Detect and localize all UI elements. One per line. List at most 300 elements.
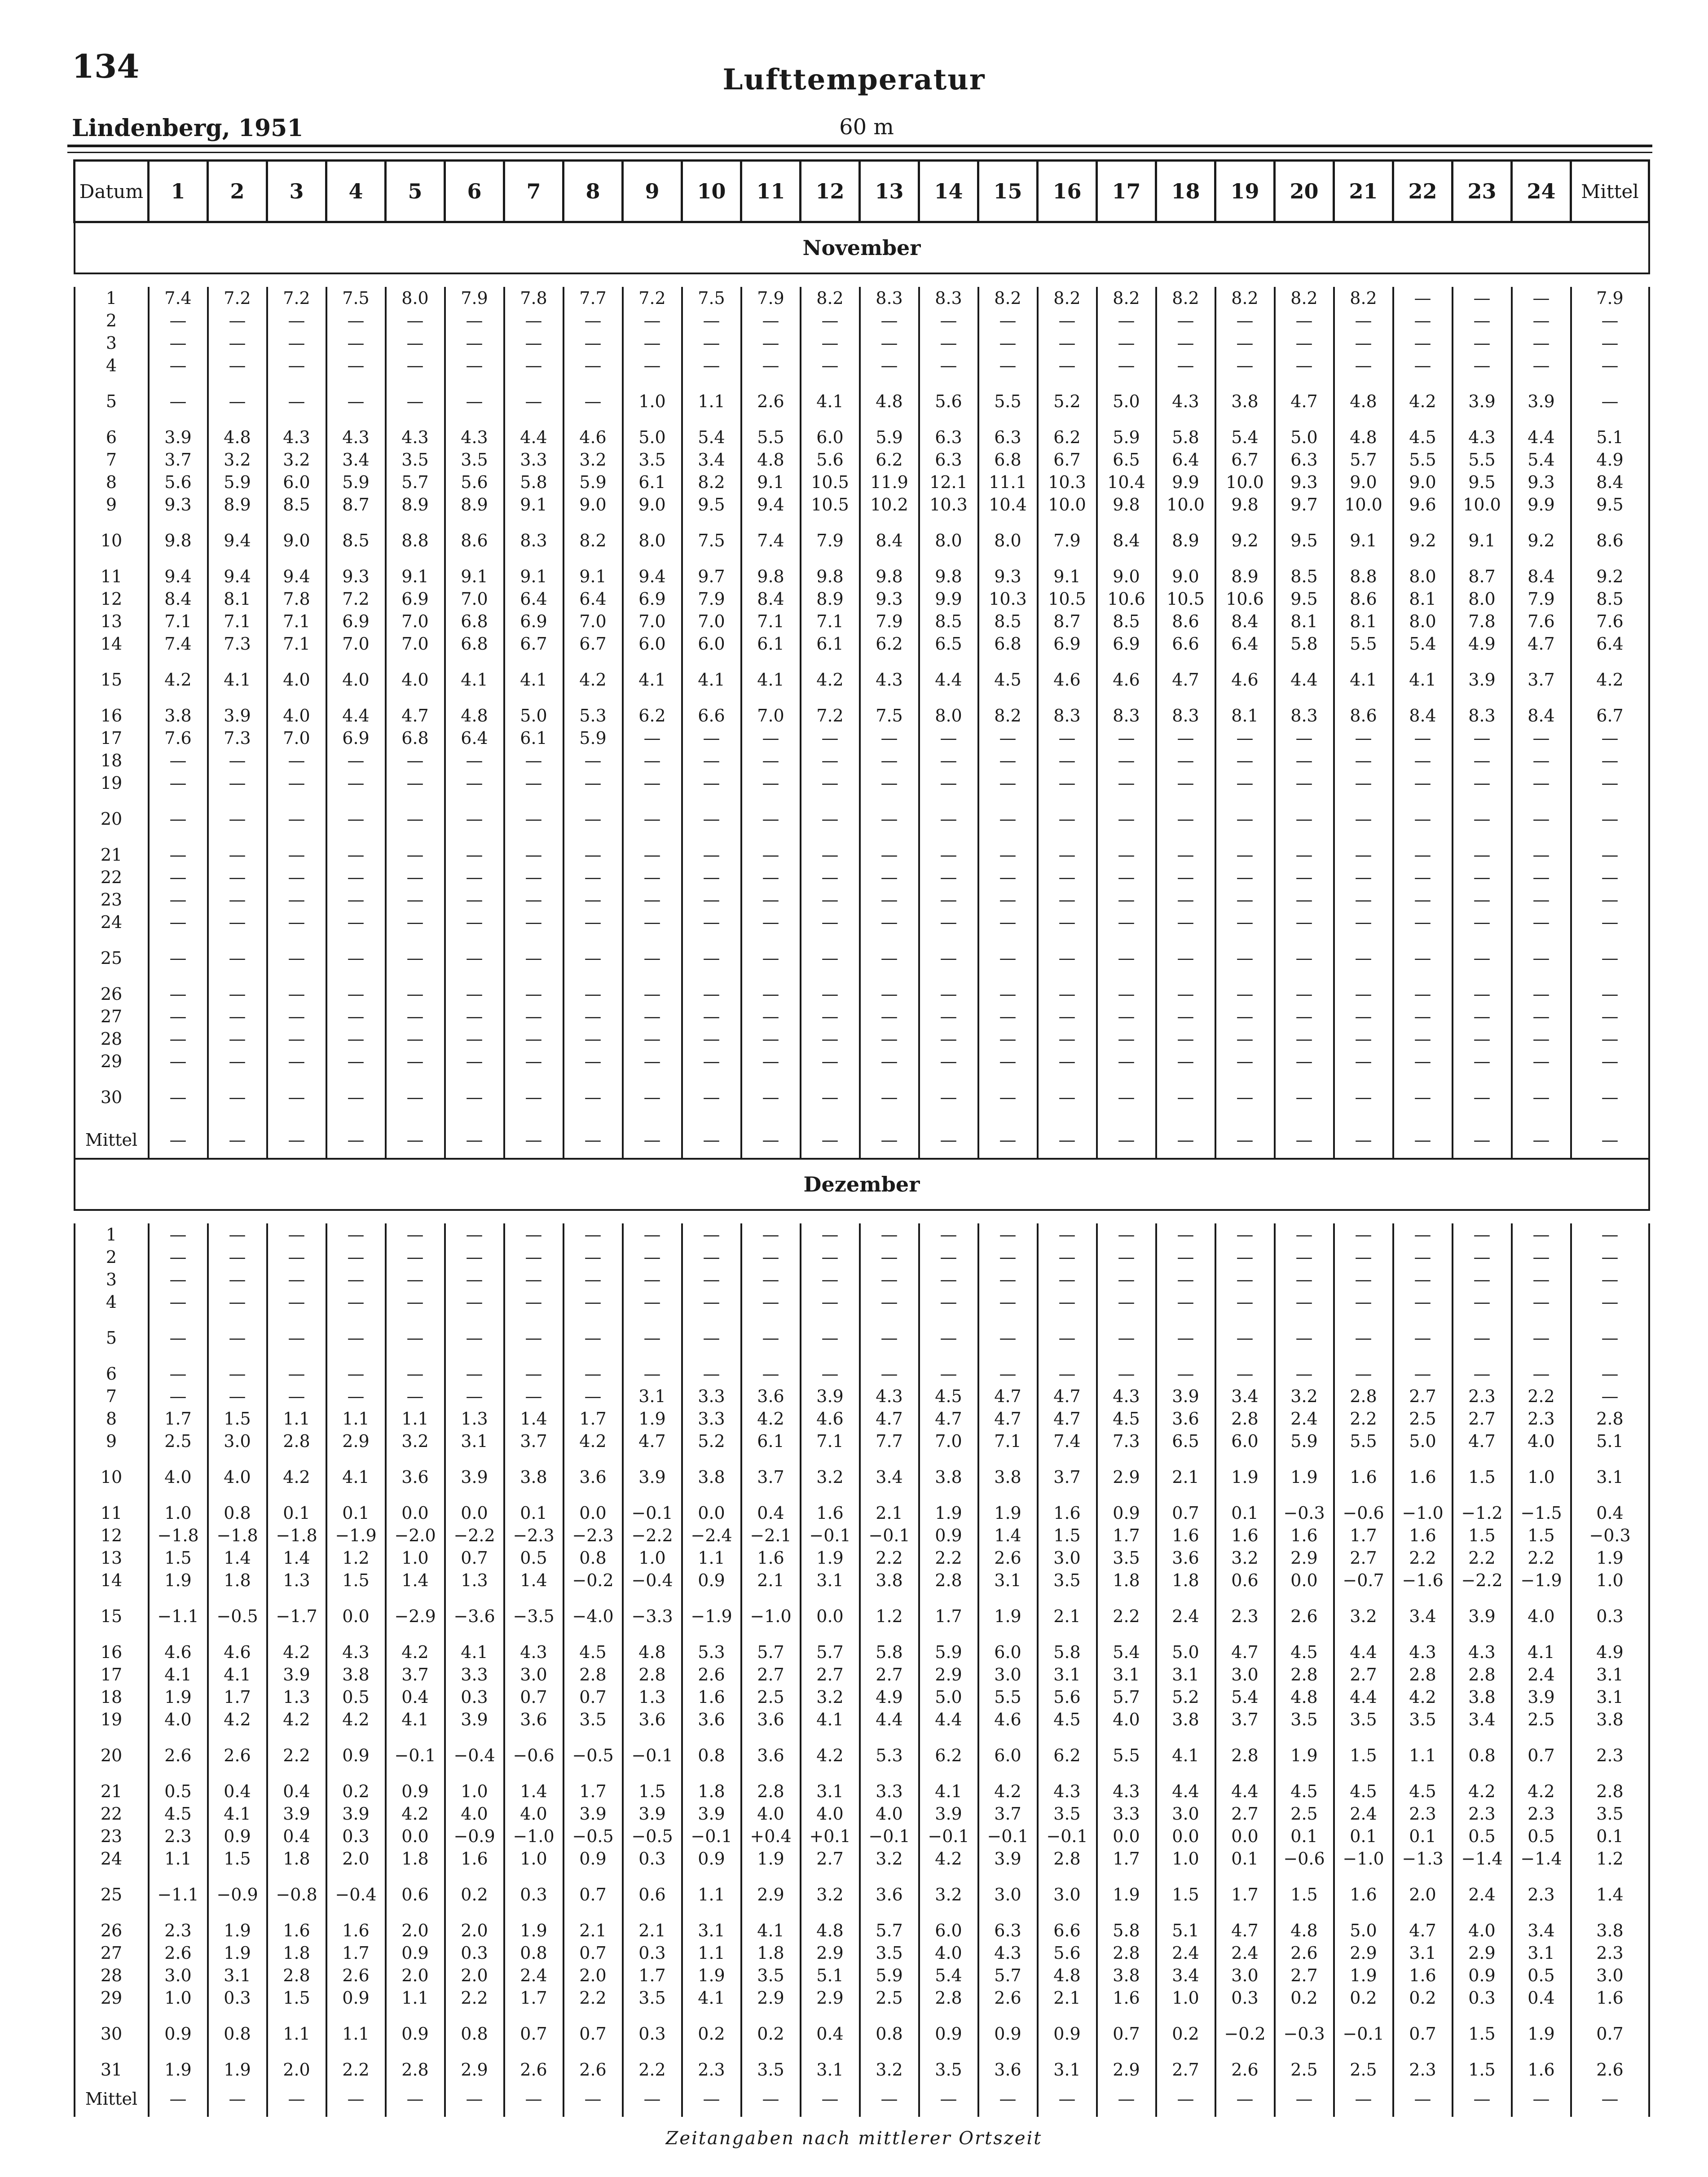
- temperature-cell: 1.3: [445, 1569, 504, 1592]
- station-name: Lindenberg, 1951: [72, 114, 304, 142]
- temperature-cell: −0.6: [1334, 1502, 1393, 1524]
- temperature-cell: 9.4: [623, 565, 682, 588]
- temperature-cell: 4.5: [1275, 1641, 1334, 1663]
- temperature-cell: —: [1334, 888, 1393, 911]
- temperature-cell: 0.6: [386, 1870, 445, 1919]
- temperature-cell: —: [978, 309, 1038, 332]
- temperature-cell: 4.7: [978, 1385, 1038, 1407]
- daily-mean-cell: 2.3: [1571, 1731, 1649, 1780]
- temperature-cell: 4.0: [801, 1803, 860, 1825]
- spacer-cell: [75, 273, 1649, 287]
- temperature-cell: 1.0: [623, 377, 682, 426]
- temperature-cell: —: [1393, 844, 1453, 866]
- temperature-cell: —: [1512, 1268, 1571, 1291]
- temperature-cell: 2.8: [267, 1964, 326, 1987]
- temperature-cell: —: [741, 1050, 801, 1073]
- temperature-cell: 5.5: [978, 377, 1038, 426]
- temperature-cell: —: [563, 844, 623, 866]
- temperature-cell: 2.2: [623, 2058, 682, 2081]
- temperature-cell: 3.4: [1453, 1708, 1512, 1731]
- hourly-mean-cell: —: [978, 2081, 1038, 2117]
- temperature-cell: 4.7: [1038, 1407, 1097, 1430]
- temperature-cell: —: [1275, 911, 1334, 933]
- temperature-cell: 4.5: [1334, 1780, 1393, 1803]
- temperature-cell: —: [208, 1223, 267, 1246]
- temperature-cell: 5.0: [1275, 426, 1334, 449]
- temperature-cell: 4.3: [1097, 1780, 1156, 1803]
- date-cell: 8: [75, 471, 149, 493]
- temperature-cell: —: [1512, 1313, 1571, 1363]
- temperature-cell: +0.4: [741, 1825, 801, 1847]
- temperature-cell: 5.9: [860, 1964, 919, 1987]
- temperature-cell: 3.1: [1038, 1663, 1097, 1686]
- temperature-cell: 3.9: [1453, 1592, 1512, 1641]
- temperature-cell: 7.9: [682, 588, 741, 610]
- daily-mean-cell: —: [1571, 1073, 1649, 1122]
- temperature-cell: 0.2: [445, 1870, 504, 1919]
- temperature-cell: —: [682, 727, 741, 749]
- temperature-cell: 9.3: [978, 565, 1038, 588]
- temperature-cell: 6.0: [682, 633, 741, 655]
- temperature-cell: —: [741, 866, 801, 888]
- temperature-cell: 2.6: [563, 2058, 623, 2081]
- temperature-cell: —: [1097, 1050, 1156, 1073]
- temperature-cell: 2.7: [1156, 2058, 1215, 2081]
- temperature-cell: 1.6: [1097, 1987, 1156, 2009]
- temperature-cell: 8.5: [267, 493, 326, 516]
- temperature-cell: —: [1275, 844, 1334, 866]
- temperature-cell: 8.9: [801, 588, 860, 610]
- temperature-cell: —: [801, 1291, 860, 1313]
- temperature-cell: 3.5: [445, 449, 504, 471]
- temperature-cell: 7.1: [267, 610, 326, 633]
- temperature-cell: 3.9: [1156, 1385, 1215, 1407]
- date-cell: 26: [75, 983, 149, 1005]
- daily-mean-cell: 4.9: [1571, 1641, 1649, 1663]
- temperature-cell: 4.1: [1334, 655, 1393, 704]
- temperature-cell: —: [326, 1028, 386, 1050]
- temperature-cell: —: [1334, 1028, 1393, 1050]
- temperature-cell: —: [978, 1363, 1038, 1385]
- temperature-cell: —: [1215, 1313, 1275, 1363]
- temperature-cell: 7.3: [208, 633, 267, 655]
- daily-mean-cell: —: [1571, 309, 1649, 332]
- table-row: [75, 309, 1649, 332]
- temperature-cell: —: [1334, 1005, 1393, 1028]
- temperature-cell: —: [860, 794, 919, 844]
- temperature-cell: 1.8: [682, 1780, 741, 1803]
- date-cell: 7: [75, 449, 149, 471]
- temperature-cell: —: [978, 727, 1038, 749]
- temperature-cell: 4.6: [208, 1641, 267, 1663]
- temperature-cell: —: [445, 1385, 504, 1407]
- date-cell: 25: [75, 933, 149, 983]
- daily-mean-cell: —: [1571, 727, 1649, 749]
- temperature-cell: 10.0: [1334, 493, 1393, 516]
- temperature-cell: —: [1393, 309, 1453, 332]
- table-row: [75, 1502, 1649, 1524]
- temperature-cell: 8.0: [1393, 610, 1453, 633]
- column-header-hour: 8: [563, 161, 623, 222]
- temperature-cell: 0.3: [445, 1686, 504, 1708]
- temperature-cell: 9.9: [919, 588, 978, 610]
- temperature-cell: —: [1453, 1223, 1512, 1246]
- temperature-cell: 4.0: [326, 655, 386, 704]
- temperature-cell: 6.7: [504, 633, 563, 655]
- temperature-cell: —: [326, 1073, 386, 1122]
- temperature-cell: —: [445, 1028, 504, 1050]
- daily-mean-cell: 3.8: [1571, 1919, 1649, 1942]
- temperature-cell: 4.1: [386, 1708, 445, 1731]
- temperature-cell: —: [1038, 332, 1097, 354]
- column-header-datum: Datum: [75, 161, 149, 222]
- temperature-cell: —: [1156, 1291, 1215, 1313]
- temperature-cell: —: [623, 911, 682, 933]
- temperature-cell: —: [623, 354, 682, 377]
- temperature-cell: 8.8: [1334, 565, 1393, 588]
- temperature-cell: —: [267, 1246, 326, 1268]
- temperature-cell: 3.9: [267, 1803, 326, 1825]
- temperature-cell: 4.7: [1512, 633, 1571, 655]
- temperature-cell: 3.9: [445, 1708, 504, 1731]
- temperature-cell: 5.1: [801, 1964, 860, 1987]
- page-title: Lufttemperatur: [722, 63, 986, 97]
- temperature-cell: 1.4: [386, 1569, 445, 1592]
- temperature-cell: —: [1097, 354, 1156, 377]
- temperature-cell: 2.4: [1512, 1663, 1571, 1686]
- temperature-cell: 6.2: [623, 704, 682, 727]
- temperature-cell: 4.2: [741, 1407, 801, 1430]
- temperature-cell: 4.2: [919, 1847, 978, 1870]
- table-row: [75, 1073, 1649, 1122]
- daily-mean-cell: —: [1571, 1050, 1649, 1073]
- temperature-cell: —: [860, 749, 919, 772]
- temperature-cell: −0.1: [1038, 1825, 1097, 1847]
- temperature-cell: 0.2: [1156, 2009, 1215, 2058]
- temperature-cell: 3.1: [801, 1569, 860, 1592]
- temperature-cell: —: [801, 1073, 860, 1122]
- temperature-cell: 4.0: [1512, 1592, 1571, 1641]
- temperature-cell: 5.0: [1393, 1430, 1453, 1452]
- temperature-cell: 4.8: [1275, 1686, 1334, 1708]
- temperature-cell: 8.6: [1156, 610, 1215, 633]
- temperature-cell: —: [978, 354, 1038, 377]
- temperature-cell: 5.7: [860, 1919, 919, 1942]
- temperature-cell: 3.0: [1215, 1964, 1275, 1987]
- temperature-cell: 5.7: [741, 1641, 801, 1663]
- temperature-cell: 0.5: [326, 1686, 386, 1708]
- temperature-cell: 7.2: [208, 287, 267, 309]
- temperature-cell: 1.0: [1156, 1847, 1215, 1870]
- temperature-cell: 1.1: [267, 1407, 326, 1430]
- temperature-cell: —: [623, 1246, 682, 1268]
- hourly-mean-cell: —: [1393, 1122, 1453, 1159]
- temperature-cell: —: [563, 1005, 623, 1028]
- temperature-cell: —: [1038, 1028, 1097, 1050]
- temperature-cell: —: [1038, 772, 1097, 794]
- temperature-cell: 3.9: [623, 1452, 682, 1502]
- temperature-cell: —: [445, 772, 504, 794]
- temperature-cell: 4.2: [267, 1641, 326, 1663]
- temperature-cell: 0.8: [208, 1502, 267, 1524]
- date-cell: 14: [75, 1569, 149, 1592]
- page-number: 134: [72, 47, 140, 85]
- temperature-cell: 3.2: [801, 1870, 860, 1919]
- column-header-hour: 2: [208, 161, 267, 222]
- temperature-cell: —: [326, 1268, 386, 1291]
- hourly-mean-cell: —: [149, 1122, 208, 1159]
- temperature-cell: —: [1038, 844, 1097, 866]
- temperature-cell: —: [741, 354, 801, 377]
- temperature-cell: —: [1156, 727, 1215, 749]
- temperature-cell: —: [1215, 1073, 1275, 1122]
- temperature-cell: —: [1156, 1268, 1215, 1291]
- temperature-cell: 7.4: [149, 633, 208, 655]
- temperature-cell: 9.2: [1215, 516, 1275, 565]
- table-row: [75, 426, 1649, 449]
- temperature-cell: —: [1393, 354, 1453, 377]
- temperature-cell: 5.0: [1156, 1641, 1215, 1663]
- temperature-cell: 3.5: [1038, 1569, 1097, 1592]
- temperature-cell: 5.5: [741, 426, 801, 449]
- temperature-cell: 0.9: [326, 1987, 386, 2009]
- temperature-cell: 1.9: [208, 1942, 267, 1964]
- temperature-cell: —: [919, 933, 978, 983]
- temperature-cell: 4.2: [267, 1452, 326, 1502]
- temperature-cell: 7.0: [741, 704, 801, 727]
- hourly-mean-cell: —: [386, 1122, 445, 1159]
- temperature-cell: 4.1: [504, 655, 563, 704]
- temperature-cell: 8.4: [741, 588, 801, 610]
- temperature-cell: 9.3: [860, 588, 919, 610]
- temperature-cell: 2.7: [1393, 1385, 1453, 1407]
- temperature-cell: −2.3: [504, 1524, 563, 1547]
- temperature-cell: 1.7: [1215, 1870, 1275, 1919]
- temperature-cell: —: [1512, 772, 1571, 794]
- temperature-cell: 3.3: [504, 449, 563, 471]
- temperature-cell: —: [504, 332, 563, 354]
- temperature-cell: —: [919, 749, 978, 772]
- temperature-cell: 8.3: [1275, 704, 1334, 727]
- temperature-cell: 4.3: [326, 1641, 386, 1663]
- temperature-cell: —: [1038, 1223, 1097, 1246]
- temperature-cell: —: [326, 844, 386, 866]
- table-row: [75, 888, 1649, 911]
- temperature-cell: 3.2: [563, 449, 623, 471]
- temperature-cell: 8.3: [504, 516, 563, 565]
- temperature-cell: 0.7: [563, 1942, 623, 1964]
- temperature-cell: 8.6: [1334, 588, 1393, 610]
- date-cell: 16: [75, 1641, 149, 1663]
- temperature-cell: 3.0: [208, 1430, 267, 1452]
- temperature-cell: 4.1: [445, 1641, 504, 1663]
- temperature-cell: —: [326, 309, 386, 332]
- temperature-cell: 5.8: [1038, 1641, 1097, 1663]
- temperature-cell: —: [860, 844, 919, 866]
- temperature-cell: 4.7: [919, 1407, 978, 1430]
- daily-mean-cell: 2.8: [1571, 1407, 1649, 1430]
- temperature-cell: —: [267, 332, 326, 354]
- temperature-cell: 7.5: [326, 287, 386, 309]
- temperature-cell: 1.6: [1393, 1524, 1453, 1547]
- temperature-cell: —: [326, 749, 386, 772]
- temperature-cell: 4.7: [860, 1407, 919, 1430]
- table-row: [75, 1159, 1649, 1210]
- temperature-cell: —: [1156, 933, 1215, 983]
- temperature-cell: —: [504, 1246, 563, 1268]
- temperature-cell: 0.8: [563, 1547, 623, 1569]
- temperature-cell: —: [504, 866, 563, 888]
- temperature-cell: —: [1275, 772, 1334, 794]
- temperature-cell: 6.5: [1097, 449, 1156, 471]
- temperature-cell: 0.8: [208, 2009, 267, 2058]
- temperature-cell: 5.8: [1097, 1919, 1156, 1942]
- temperature-cell: —: [919, 1050, 978, 1073]
- temperature-cell: —: [563, 749, 623, 772]
- daily-mean-cell: —: [1571, 1005, 1649, 1028]
- temperature-cell: —: [682, 1223, 741, 1246]
- temperature-cell: —: [682, 983, 741, 1005]
- temperature-cell: 3.1: [801, 1780, 860, 1803]
- temperature-cell: 2.9: [801, 1942, 860, 1964]
- hourly-mean-cell: —: [919, 2081, 978, 2117]
- date-cell: 14: [75, 633, 149, 655]
- temperature-cell: —: [1097, 794, 1156, 844]
- temperature-cell: 8.1: [1215, 704, 1275, 727]
- daily-mean-cell: 1.6: [1571, 1987, 1649, 2009]
- temperature-cell: 2.9: [326, 1430, 386, 1452]
- temperature-cell: 8.0: [919, 516, 978, 565]
- temperature-cell: 4.6: [1097, 655, 1156, 704]
- temperature-cell: 3.2: [801, 1686, 860, 1708]
- temperature-cell: —: [208, 1291, 267, 1313]
- temperature-cell: 4.1: [741, 1919, 801, 1942]
- temperature-cell: —: [801, 1313, 860, 1363]
- temperature-cell: —: [1393, 1073, 1453, 1122]
- temperature-cell: —: [386, 1363, 445, 1385]
- temperature-cell: —: [1215, 1050, 1275, 1073]
- temperature-cell: —: [978, 1313, 1038, 1363]
- temperature-cell: 2.2: [1512, 1547, 1571, 1569]
- temperature-cell: —: [445, 1291, 504, 1313]
- temperature-cell: —: [919, 1246, 978, 1268]
- column-header-mittel: Mittel: [1571, 161, 1649, 222]
- temperature-cell: —: [801, 983, 860, 1005]
- temperature-cell: 10.4: [1097, 471, 1156, 493]
- temperature-cell: 3.7: [149, 449, 208, 471]
- temperature-cell: —: [208, 844, 267, 866]
- temperature-cell: 5.9: [919, 1641, 978, 1663]
- temperature-cell: —: [1334, 794, 1393, 844]
- temperature-cell: 2.8: [1215, 1407, 1275, 1430]
- daily-mean-cell: —: [1571, 772, 1649, 794]
- temperature-cell: 8.4: [1512, 565, 1571, 588]
- temperature-cell: —: [267, 1050, 326, 1073]
- daily-mean-cell: 4.9: [1571, 449, 1649, 471]
- hourly-mean-cell: —: [801, 1122, 860, 1159]
- temperature-cell: 6.9: [326, 727, 386, 749]
- temperature-cell: 0.9: [563, 1847, 623, 1870]
- daily-mean-cell: —: [1571, 1268, 1649, 1291]
- temperature-cell: 2.7: [860, 1663, 919, 1686]
- temperature-cell: —: [1334, 1313, 1393, 1363]
- temperature-cell: —: [208, 1073, 267, 1122]
- temperature-cell: —: [267, 309, 326, 332]
- temperature-cell: 7.0: [563, 610, 623, 633]
- table-row: [75, 1210, 1649, 1223]
- date-cell: 2: [75, 309, 149, 332]
- temperature-cell: —: [1453, 844, 1512, 866]
- temperature-cell: —: [1038, 1050, 1097, 1073]
- temperature-cell: 2.8: [741, 1780, 801, 1803]
- temperature-cell: —: [386, 377, 445, 426]
- temperature-cell: 0.7: [563, 2009, 623, 2058]
- temperature-cell: 7.2: [801, 704, 860, 727]
- temperature-cell: 1.7: [1097, 1524, 1156, 1547]
- temperature-cell: —: [1512, 911, 1571, 933]
- temperature-cell: 0.8: [504, 1942, 563, 1964]
- temperature-cell: —: [1512, 727, 1571, 749]
- temperature-cell: —: [741, 844, 801, 866]
- temperature-cell: —: [267, 983, 326, 1005]
- temperature-cell: 2.8: [1097, 1942, 1156, 1964]
- temperature-cell: 0.0: [563, 1502, 623, 1524]
- temperature-cell: —: [1334, 354, 1393, 377]
- temperature-cell: 3.6: [741, 1731, 801, 1780]
- temperature-cell: 1.0: [445, 1780, 504, 1803]
- temperature-cell: 6.0: [623, 633, 682, 655]
- temperature-cell: 1.9: [1275, 1731, 1334, 1780]
- temperature-cell: −1.8: [267, 1524, 326, 1547]
- daily-mean-cell: 6.4: [1571, 633, 1649, 655]
- table-row: [75, 772, 1649, 794]
- temperature-cell: 3.9: [149, 426, 208, 449]
- temperature-cell: −1.0: [741, 1592, 801, 1641]
- temperature-cell: 9.8: [1097, 493, 1156, 516]
- temperature-cell: —: [919, 983, 978, 1005]
- temperature-cell: —: [1453, 287, 1512, 309]
- table-row: [75, 354, 1649, 377]
- temperature-cell: 3.1: [1512, 1942, 1571, 1964]
- temperature-cell: 9.2: [1512, 516, 1571, 565]
- temperature-cell: 0.0: [386, 1825, 445, 1847]
- temperature-cell: —: [801, 794, 860, 844]
- temperature-cell: 1.5: [1453, 1452, 1512, 1502]
- temperature-cell: 2.9: [1097, 2058, 1156, 2081]
- temperature-cell: —: [208, 309, 267, 332]
- temperature-cell: 0.9: [386, 2009, 445, 2058]
- temperature-cell: 5.8: [860, 1641, 919, 1663]
- temperature-cell: —: [623, 1313, 682, 1363]
- table-row: [75, 2058, 1649, 2081]
- temperature-cell: 6.7: [1038, 449, 1097, 471]
- daily-mean-cell: —: [1571, 1223, 1649, 1246]
- temperature-cell: 2.4: [1334, 1803, 1393, 1825]
- temperature-cell: −0.1: [919, 1825, 978, 1847]
- temperature-cell: —: [1334, 911, 1393, 933]
- temperature-cell: 4.0: [741, 1803, 801, 1825]
- temperature-cell: 1.7: [149, 1407, 208, 1430]
- column-header-hour: 21: [1334, 161, 1393, 222]
- temperature-cell: 8.6: [445, 516, 504, 565]
- temperature-cell: 2.6: [978, 1987, 1038, 2009]
- temperature-cell: 3.7: [978, 1803, 1038, 1825]
- temperature-cell: 0.0: [326, 1592, 386, 1641]
- temperature-cell: —: [1275, 1050, 1334, 1073]
- table-row: [75, 1919, 1649, 1942]
- temperature-cell: 1.6: [741, 1547, 801, 1569]
- temperature-cell: 3.1: [1097, 1663, 1156, 1686]
